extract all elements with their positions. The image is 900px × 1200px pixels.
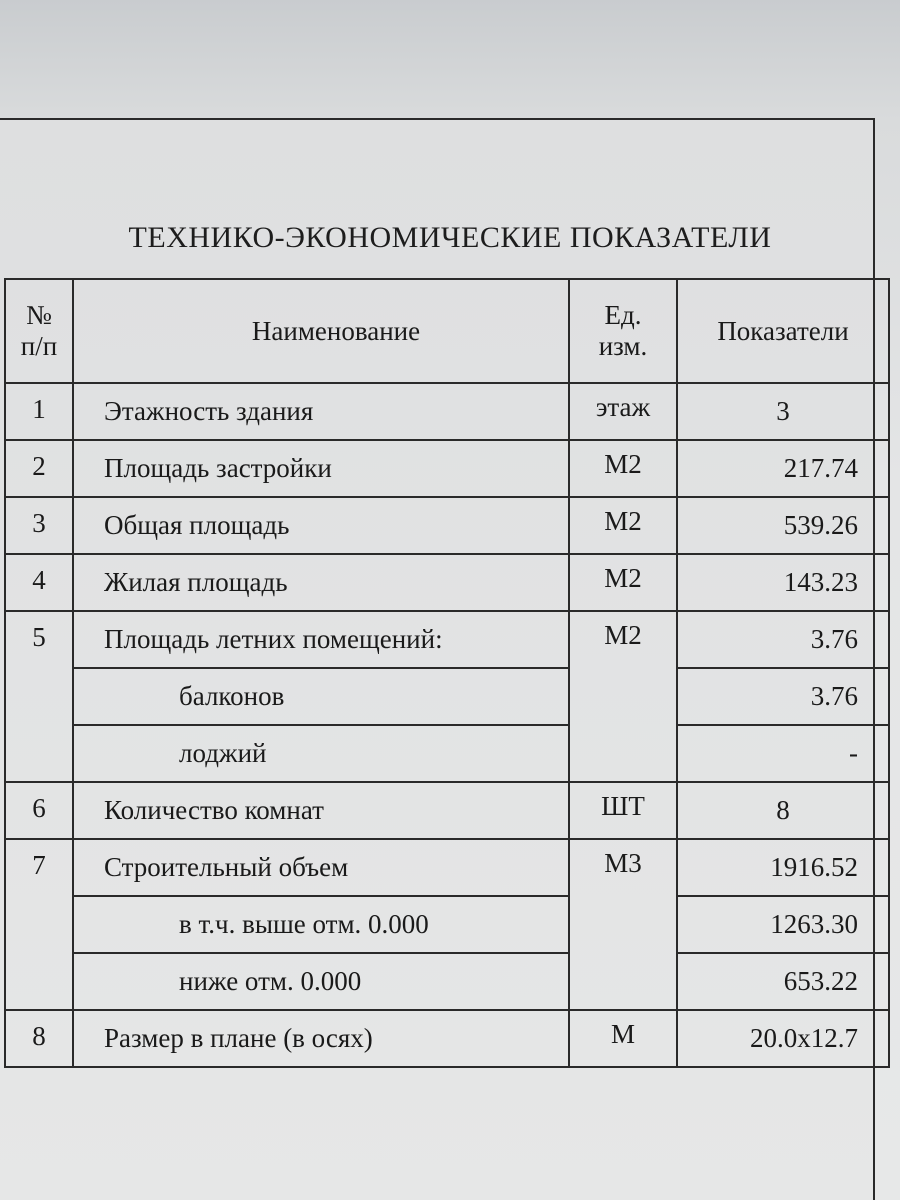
subrow-name: балконов	[73, 668, 569, 725]
row-num: 4	[5, 554, 73, 611]
header-value: Показатели	[677, 279, 889, 383]
row-name: Общая площадь	[73, 497, 569, 554]
row-unit: ШТ	[569, 782, 677, 839]
table-subrow	[5, 953, 889, 1010]
subrow-value: 1263.30	[677, 896, 889, 953]
row-value: 8	[677, 782, 889, 839]
header-num: № п/п	[5, 279, 73, 383]
document-title: ТЕХНИКО-ЭКОНОМИЧЕСКИЕ ПОКАЗАТЕЛИ	[128, 221, 772, 254]
row-value: 20.0x12.7	[677, 1010, 889, 1067]
row-num: 5	[5, 611, 73, 782]
row-name: Этажность здания	[73, 383, 569, 440]
table-row	[5, 839, 889, 896]
row-value: 217.74	[677, 440, 889, 497]
table-row	[5, 554, 889, 611]
row-name: Площадь летних помещений:	[73, 611, 569, 668]
subrow-value: -	[677, 725, 889, 782]
row-unit: М2	[569, 440, 677, 497]
row-value: 1916.52	[677, 839, 889, 896]
row-unit: М	[569, 1010, 677, 1067]
row-value: 3	[677, 383, 889, 440]
row-name: Жилая площадь	[73, 554, 569, 611]
subrow-name: лоджий	[73, 725, 569, 782]
table-row	[5, 611, 889, 668]
row-unit: М2	[569, 611, 677, 782]
subrow-value: 653.22	[677, 953, 889, 1010]
row-name: Размер в плане (в осях)	[73, 1010, 569, 1067]
row-num: 7	[5, 839, 73, 1010]
row-num: 3	[5, 497, 73, 554]
row-unit: М2	[569, 497, 677, 554]
row-value: 539.26	[677, 497, 889, 554]
table-row	[5, 440, 889, 497]
row-num: 1	[5, 383, 73, 440]
row-name: Площадь застройки	[73, 440, 569, 497]
row-num: 6	[5, 782, 73, 839]
header-name: Наименование	[73, 279, 569, 383]
table-subrow	[5, 725, 889, 782]
table-subrow	[5, 668, 889, 725]
table-subrow	[5, 896, 889, 953]
table-row	[5, 1010, 889, 1067]
row-name: Количество комнат	[73, 782, 569, 839]
row-num: 8	[5, 1010, 73, 1067]
row-unit: этаж	[569, 383, 677, 440]
subrow-name: в т.ч. выше отм. 0.000	[73, 896, 569, 953]
row-value: 143.23	[677, 554, 889, 611]
header-unit: Ед. изм.	[569, 279, 677, 383]
table-row	[5, 383, 889, 440]
indicators-table	[4, 278, 890, 1068]
subrow-value: 3.76	[677, 668, 889, 725]
subrow-name: ниже отм. 0.000	[73, 953, 569, 1010]
table-header-row	[5, 279, 889, 383]
row-num: 2	[5, 440, 73, 497]
row-name: Строительный объем	[73, 839, 569, 896]
row-unit: М2	[569, 554, 677, 611]
table-row	[5, 497, 889, 554]
table-row	[5, 782, 889, 839]
row-value: 3.76	[677, 611, 889, 668]
row-unit: М3	[569, 839, 677, 1010]
